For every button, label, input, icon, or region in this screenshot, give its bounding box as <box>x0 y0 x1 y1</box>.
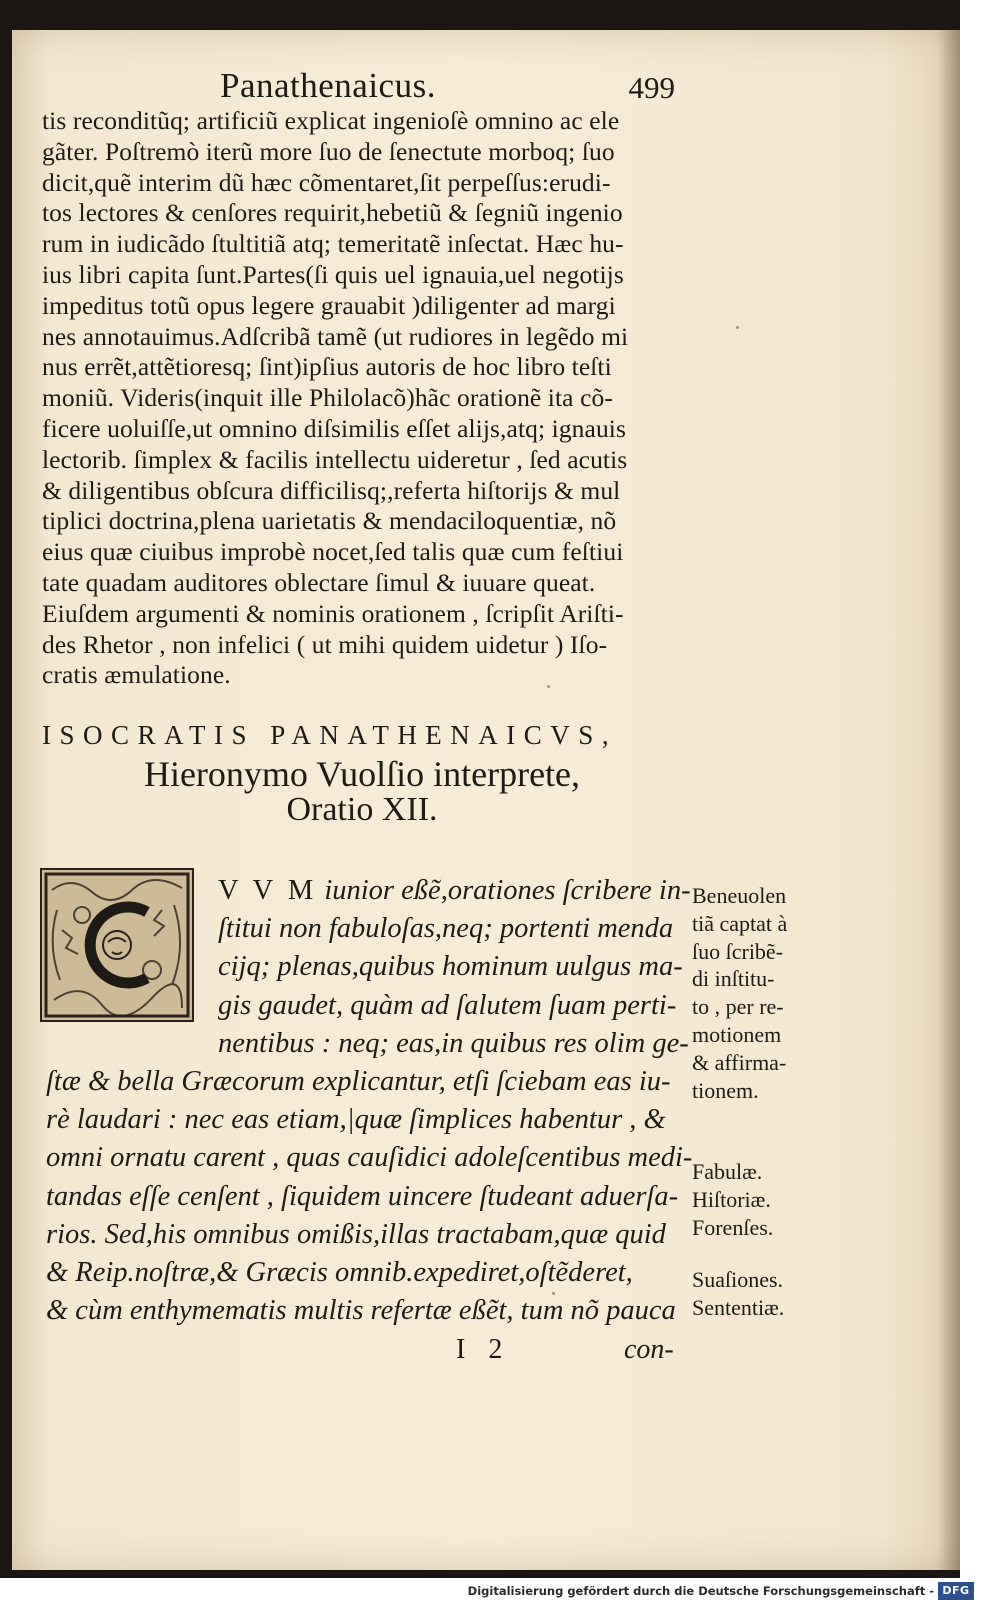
intro-paragraph <box>42 106 682 691</box>
text-line: rè laudari : nec eas etiam,|quæ ſimplices habentur , & <box>46 1104 666 1136</box>
text-line: ius libri capita ſunt.Partes(ſi quis uel ignauia,uel negotijs <box>42 259 624 289</box>
page-number: 499 <box>628 70 675 105</box>
opening-words: V V M <box>218 875 318 906</box>
marginal-line: tiã captat à <box>692 910 788 936</box>
text-line: Eiuſdem argumenti & nominis orationem , ſcripſit Ariſti- <box>42 598 624 628</box>
marginal-line: Sententiæ. <box>692 1294 785 1320</box>
funding-credit: Digitalisierung gefördert durch die Deutsche Forschungsgemeinschaft - <box>467 1584 934 1598</box>
marginal-line: motionem <box>692 1021 782 1047</box>
marginal-note-genres <box>692 1158 842 1241</box>
heading-oration-number: Oratio XII. <box>286 791 438 828</box>
marginal-note-beneuolentia <box>692 882 842 1104</box>
text-line: nentibus : neq; eas,in quibus res olim ge- <box>218 1027 689 1059</box>
text-line: nus errẽt,attẽtioresq; ſint)ipſius autoris de hoc libro teſti <box>42 352 612 382</box>
text-line: omni ornatu carent , quas cauſidici adoleſcentibus medi- <box>46 1142 693 1174</box>
text-line: tos lectores & cenſores requirit,hebetiũ & ſegniũ ingenio <box>42 198 623 228</box>
text-fragment: iunior eßẽ,orationes ſcribere in- <box>324 875 691 906</box>
dfg-logo-icon: DFG <box>938 1582 974 1600</box>
text-line: eius quæ ciuibus improbè nocet,ſed talis quæ cum feſtiui <box>42 537 624 567</box>
text-line: tandas eſſe cenſent , ſiquidem uincere ſtudeant aduerſa- <box>46 1180 679 1212</box>
heading-title: ISOCRATIS PANATHENAICVS, <box>42 720 618 750</box>
text-line: & cùm enthymematis multis refertæ eßẽt, tum nõ pauca <box>46 1295 676 1327</box>
text-line: tis reconditũq; artificiũ explicat ingenioſè omnino ac ele <box>42 106 620 135</box>
marginal-line: to , per re- <box>692 994 784 1020</box>
text-line: ſtæ & bella Græcorum explicantur, etſi ſciebam eas iu- <box>46 1066 671 1098</box>
running-head-title: Panathenaicus. <box>220 66 436 105</box>
text-line: tate quadam auditores oblectare ſimul & iuuare queat. <box>42 567 596 597</box>
marginal-line: Forenſes. <box>692 1214 774 1240</box>
marginal-line: Beneuolen <box>692 883 787 908</box>
text-line <box>46 872 691 910</box>
signature-mark: I 2 <box>456 1334 511 1365</box>
text-line: gis gaudet, quàm ad ſalutem ſuam perti- <box>218 989 677 1021</box>
text-line: moniũ. Videris(inquit ille Philolacõ)hãc orationẽ ita cõ- <box>42 383 613 413</box>
text-line: tiplici doctrina,plena uarietatis & mendaciloquentiæ, nõ <box>42 506 617 536</box>
text-line: & Reip.noſtræ,& Græcis omnib.expediret,oſtẽderet, <box>46 1257 633 1289</box>
marginal-line: ſuo ſcribẽ- <box>692 938 784 964</box>
text-line: cijq; plenas,quibus hominum uulgus ma- <box>218 951 683 983</box>
text-line: dicit,quẽ interim dũ hæc cõmentaret,ſit perpeſſus:erudi- <box>42 167 611 197</box>
marginal-line: tionem. <box>692 1077 759 1103</box>
marginal-line: Hiſtoriæ. <box>692 1186 771 1212</box>
text-line: & diligentibus obſcura difficilisq;,referta hiſtorijs & mul <box>42 475 621 505</box>
text-line: impeditus totũ opus legere grauabit )diligenter ad margi <box>42 290 616 320</box>
page-fold-shadow <box>938 30 960 1570</box>
page-foot <box>46 1328 686 1368</box>
oration-heading <box>42 720 682 829</box>
text-line: lectorib. ſimplex & facilis intellectu uideretur , ſed acutis <box>42 444 628 474</box>
marginal-line: Suaſiones. <box>692 1267 784 1292</box>
marginal-line: Fabulæ. <box>692 1159 763 1184</box>
marginal-line: di inſtitu- <box>692 966 775 992</box>
catchword: con- <box>624 1334 674 1365</box>
heading-translator: Hieronymo Vuolſio interprete, <box>143 754 581 794</box>
text-line: rum in iudicãdo ſtultitiã atq; temeritatẽ inſectat. Hæc hu- <box>42 229 624 259</box>
running-head <box>220 66 675 110</box>
digitization-footer <box>0 1578 1000 1609</box>
text-line: gãter. Poſtremò iterũ more ſuo de ſenectute morboq; ſuo <box>42 136 615 166</box>
marginal-line: & affirma- <box>692 1049 787 1075</box>
marginal-note-suasiones <box>692 1266 842 1322</box>
oration-text <box>46 872 693 1330</box>
book-page <box>12 30 960 1570</box>
text-line: ſtitui non fabuloſas,neq; portenti menda <box>218 913 674 945</box>
text-line: rios. Sed,his omnibus omißis,illas tractabam,quæ quid <box>46 1218 666 1250</box>
text-line: cratis æmulatione. <box>42 660 231 690</box>
text-line: ficere uoluiſſe,ut omnino diſsimilis eſſet alijs,atq; ignauis <box>42 413 627 443</box>
text-line: nes annotauimus.Adſcribã tamẽ (ut rudiores in legẽdo mi <box>42 321 629 351</box>
text-line: des Rhetor , non infelici ( ut mihi quidem uidetur ) Iſo- <box>42 629 608 659</box>
